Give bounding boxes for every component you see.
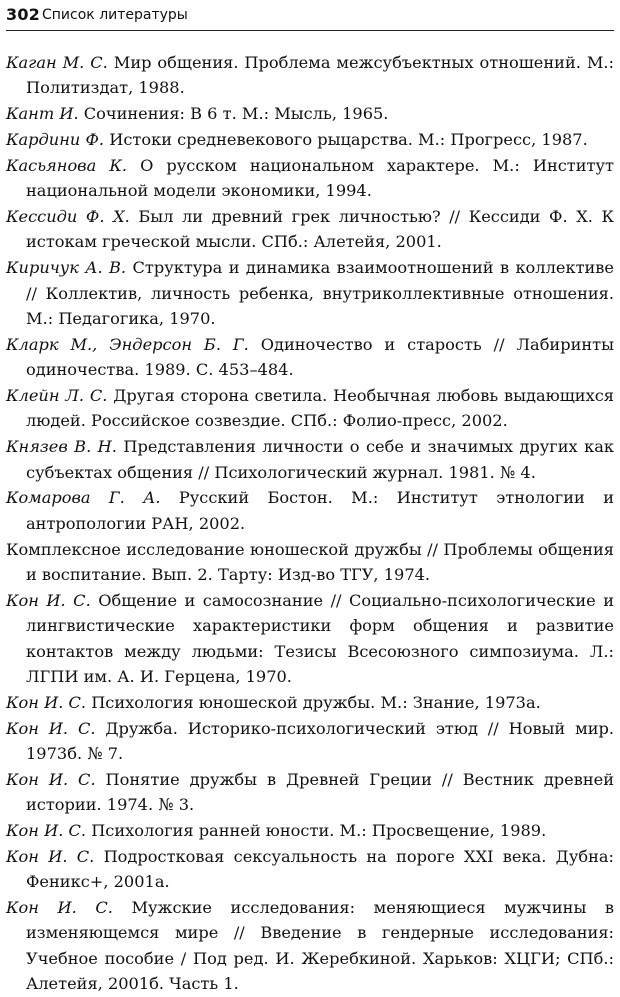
entry-text: Мужские исследования: меняющиеся мужчины в изменяющемся мире // Введение в гендерные исследования: Учебное пособие / Под ред. И. Жеребкиной. Харьков: ХЦГИ; СПб.: Алетейя, 2001б. Часть 1. xyxy=(26,898,615,994)
bibliography-entry xyxy=(6,844,614,895)
page-number: 302 xyxy=(6,5,40,24)
bibliography-entry xyxy=(6,690,614,715)
entry-author: Кон И. С. xyxy=(6,821,87,841)
entry-author: Кон И. С. xyxy=(6,769,96,789)
entry-author: Каган М. С. xyxy=(6,53,108,72)
entry-text: Подростковая сексуальность на пороге XXI века. Дубна: Феникс+, 2001а. xyxy=(26,846,614,892)
bibliography-entry xyxy=(6,434,614,485)
entry-text: Психология ранней юности. М.: Просвещение, 1989. xyxy=(91,821,547,841)
entry-text: Был ли древний грек личностью? // Кессиди Ф. Х. К истокам греческой мысли. СПб.: Алетейя, 2001. xyxy=(26,207,614,252)
entry-author: Кон И. С. xyxy=(6,718,96,738)
entry-author: Кон И. С. xyxy=(6,846,95,866)
bibliography-entry xyxy=(6,716,614,767)
bibliography-entry xyxy=(6,895,614,997)
entry-text: Общение и самосознание // Социально-психологические и лингвистические характеристики форм общения и развитие контактов между людьми: Тезисы Всесоюзного симпозиума. Л.: ЛГПИ им. А. И. Герцена, 1970. xyxy=(26,590,614,687)
bibliography-entry xyxy=(6,332,614,383)
entry-author: Касьянова К. xyxy=(6,155,127,175)
running-header xyxy=(6,2,614,30)
entry-text: Представления личности о себе и значимых других как субъектах общения // Психологический журнал. 1981. № 4. xyxy=(26,437,614,482)
bibliography-entry xyxy=(6,818,614,843)
entry-author: Кон И. С. xyxy=(6,590,91,610)
bibliography-entry xyxy=(6,101,614,126)
entry-author: Кардини Ф. xyxy=(6,130,105,149)
bibliography-entry xyxy=(6,153,614,204)
bibliography-entry xyxy=(6,50,614,101)
bibliography-entry xyxy=(6,255,614,331)
bibliography-entry xyxy=(6,204,614,255)
entry-text: Дружба. Историко-психологический этюд // Новый мир. 1973б. № 7. xyxy=(26,718,614,764)
entry-text: Истоки средневекового рыцарства. М.: Прогресс, 1987. xyxy=(109,130,588,149)
bibliography-entry xyxy=(6,485,614,536)
section-title: Список литературы xyxy=(42,7,188,23)
bibliography-entry xyxy=(6,588,614,690)
header-rule xyxy=(6,30,614,31)
bibliography-entry xyxy=(6,767,614,818)
entry-author: Кон И. С. xyxy=(6,692,87,712)
entry-author: Князев В. Н. xyxy=(6,437,117,457)
bibliography-list xyxy=(6,50,614,997)
entry-text: Русский Бостон. М.: Институт этнологии и антропологии РАН, 2002. xyxy=(26,488,614,533)
bibliography-entry xyxy=(6,383,614,434)
entry-text: О русском национальном характере. М.: Институт национальной модели экономики, 1994. xyxy=(26,155,614,201)
bibliography-entry xyxy=(6,127,614,152)
entry-text: Мир общения. Проблема межсубъектных отношений. М.: Политиздат, 1988. xyxy=(26,53,614,98)
entry-author: Кант И. xyxy=(6,104,79,124)
entry-author: Кларк М., Эндерсон Б. Г. xyxy=(6,334,249,354)
bibliography-entry xyxy=(6,537,614,588)
entry-author: Клейн Л. С. xyxy=(6,386,108,406)
entry-text: Понятие дружбы в Древней Греции // Вестник древней истории. 1974. № 3. xyxy=(26,769,614,815)
entry-author: Кессиди Ф. Х. xyxy=(6,207,130,226)
entry-text: Комплексное исследование юношеской дружбы // Проблемы общения и воспитание. Вып. 2. Тарту: Изд-во ТГУ, 1974. xyxy=(6,539,614,585)
entry-text: Одиночество и старость // Лабиринты одиночества. 1989. С. 453–484. xyxy=(26,334,615,380)
entry-author: Комарова Г. А. xyxy=(6,488,161,508)
entry-text: Структура и динамика взаимоотношений в коллективе // Коллектив, личность ребенка, внутриколлективные отношения. М.: Педагогика, 1970. xyxy=(26,258,615,329)
entry-text: Другая сторона светила. Необычная любовь выдающихся людей. Российское созвездие. СПб.: Фолио-пресс, 2002. xyxy=(26,386,614,431)
entry-text: Сочинения: В 6 т. М.: Мысль, 1965. xyxy=(83,104,389,124)
entry-author: Киричук А. В. xyxy=(6,258,127,278)
entry-text: Психология юношеской дружбы. М.: Знание, 1973а. xyxy=(91,692,541,712)
entry-author: Кон И. С. xyxy=(6,898,113,918)
